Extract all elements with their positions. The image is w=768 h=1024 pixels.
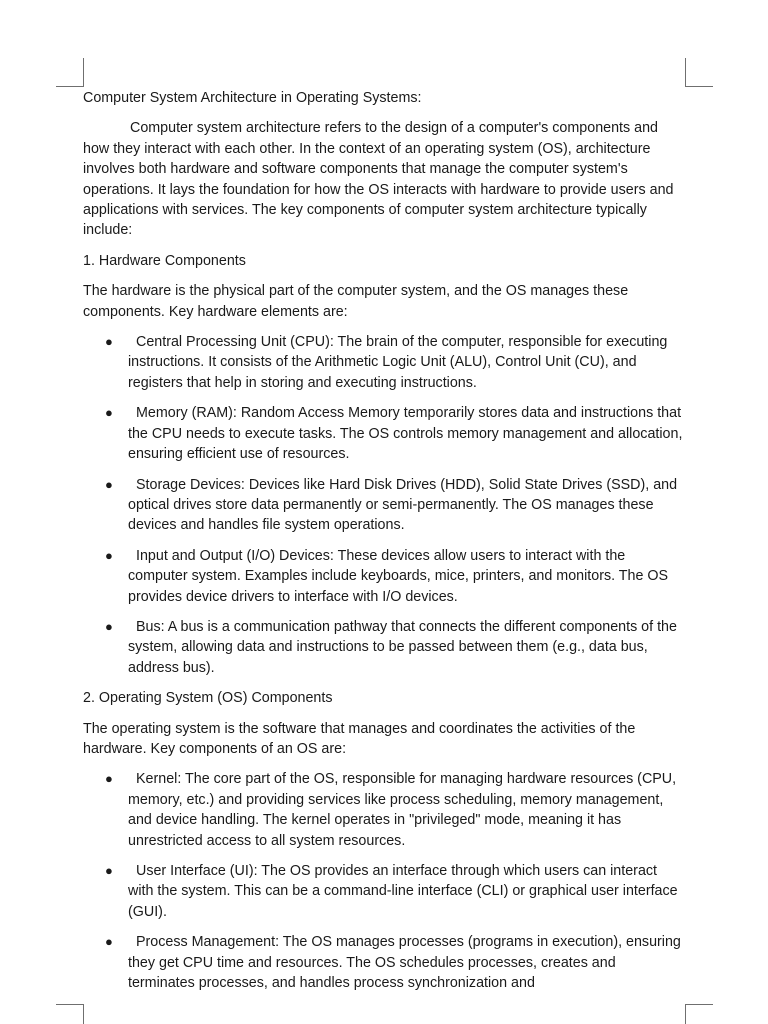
bullet-icon: ● [105, 863, 113, 878]
list-item [83, 769, 685, 851]
bullet-icon: ● [105, 334, 113, 350]
list-item-text: Memory (RAM): Random Access Memory temporarily stores data and instructions that the CPU needs to execute tasks. The OS controls memory management and allocation, ensuring efficient use of resources. [128, 405, 683, 463]
bullet-icon: ● [105, 618, 113, 634]
document-page [83, 88, 685, 993]
bullet-icon: ● [105, 405, 113, 421]
list-item [83, 403, 685, 464]
crop-mark-top-left-vertical [83, 58, 84, 87]
crop-mark-bottom-left-horizontal [56, 1004, 84, 1005]
list-item-text: Input and Output (I/O) Devices: These devices allow users to interact with the computer system. Examples include keyboards, mice, printers, and monitors. The OS provides device drivers to interface with I/O devices. [128, 547, 669, 605]
list-item-text: Storage Devices: Devices like Hard Disk Drives (HDD), Solid State Drives (SSD), and optical drives store data permanently or semi-permanently. The OS manages these devices and handles file system operations. [128, 476, 678, 534]
crop-mark-top-right-vertical [685, 58, 686, 87]
list-item-text: Process Management: The OS manages processes (programs in execution), ensuring they get CPU time and resources. The OS schedules processes, creates and terminates processes, and handles process synchronization and [128, 934, 681, 992]
list-item-text: Bus: A bus is a communication pathway that connects the different components of the system, allowing data and instructions to be passed between them (e.g., data bus, address bus). [128, 618, 677, 676]
list-item [83, 932, 685, 993]
list-item [83, 617, 685, 678]
list-item-text: Kernel: The core part of the OS, responsible for managing hardware resources (CPU, memory, etc.) and providing services like process scheduling, memory management, and device handling. The kernel operates in "privileged" mode, meaning it has unrestricted access to all system resources. [128, 771, 677, 849]
list-item [83, 861, 685, 922]
document-title: Computer System Architecture in Operating Systems: [83, 90, 422, 106]
bullet-icon: ● [105, 771, 113, 787]
section-intro-os: The operating system is the software that manages and coordinates the activities of the hardware. Key components of an OS are: [83, 720, 636, 757]
list-item [83, 546, 685, 607]
bullet-icon: ● [105, 547, 113, 563]
section-heading-hardware: 1. Hardware Components [83, 252, 246, 269]
os-components-list [83, 769, 685, 993]
bullet-icon: ● [105, 476, 113, 492]
bullet-icon: ● [105, 934, 113, 950]
crop-mark-top-left-horizontal [56, 86, 84, 87]
crop-mark-bottom-left-vertical [83, 1004, 84, 1024]
list-item [83, 332, 685, 393]
hardware-list [83, 332, 685, 678]
crop-mark-bottom-right-horizontal [685, 1004, 713, 1005]
list-item-text: User Interface (UI): The OS provides an interface through which users can interact with the system. This can be a command-line interface (CLI) or graphical user interface (GUI). [128, 863, 678, 920]
section-heading-os: 2. Operating System (OS) Components [83, 690, 333, 707]
section-intro-hardware: The hardware is the physical part of the computer system, and the OS manages these components. Key hardware elements are: [83, 283, 629, 320]
list-item-text: Central Processing Unit (CPU): The brain of the computer, responsible for executing instructions. It consists of the Arithmetic Logic Unit (ALU), Control Unit (CU), and registers that help in storing and executing instructions. [128, 334, 668, 391]
list-item [83, 475, 685, 536]
crop-mark-top-right-horizontal [685, 86, 713, 87]
crop-mark-bottom-right-vertical [685, 1004, 686, 1024]
intro-paragraph: Computer system architecture refers to the design of a computer's components and how they interact with each other. In the context of an operating system (OS), architecture involves both hardware and software components that manage the computer system's operations. It lays the foundation for how the OS interacts with hardware to provide users and applications with services. The key components of computer system architecture typically include: [83, 120, 674, 239]
